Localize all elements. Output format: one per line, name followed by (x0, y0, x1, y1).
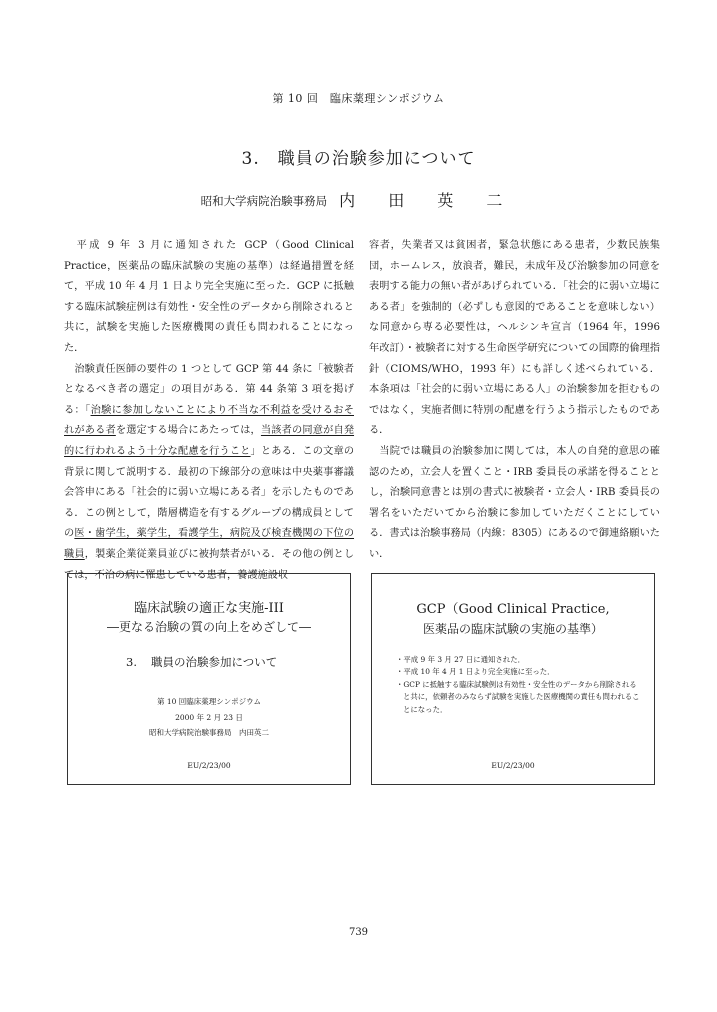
slide-b-subtitle: 医薬品の臨床試験の実施の基準） (422, 622, 603, 636)
slide-a-presenter: 昭和大学病院治験事務局 内田英二 (149, 728, 269, 737)
slide-title-card (67, 573, 351, 785)
slide-b-bullet: ・平成 9 年 3 月 27 日に通知された． (396, 655, 525, 664)
article-title (0, 144, 717, 169)
slide-a-item (126, 654, 277, 670)
slide-a-item-number: 3. (126, 655, 137, 669)
underlined-phrase-3: 医・歯学生，薬学生，看護学生，病院及び検査機関の下位の職員 (64, 528, 355, 560)
left-column (64, 236, 354, 586)
slide-a-symposium: 第 10 回臨床薬理シンポジウム (156, 697, 262, 706)
left-p2-text-a: 治験責任医師の要件の 1 つとして GCP 第 44 条に「被験者となるべき者の選定」の項目がある．第 44 条第 3 項を掲げる：「 (64, 363, 354, 416)
slide-b-bullet-list (396, 654, 641, 716)
slide-a-item-text: 職員の治験参加について (150, 655, 278, 669)
right-column (369, 236, 660, 566)
right-paragraph-2: 当院では職員の治験参加に関しては，本人の自発的意思の確認のため，立会人を置くこと・IRB 委員長の承諾を得ることとし，治験同意書とは別の書式に被験者・立会人・IRB 委員長の署名をいただいてから治験に参加していただくことにしている．書式は治験事務局（内線：8305）にあるので御連絡願いたい． (369, 445, 660, 560)
title-number: 3. (241, 149, 260, 169)
slide-b-bullet: ・GCP に抵触する臨床試験例は有効性・安全性のデータから削除されると共に，依頼者のみならず試験を実施した医療機関の責任も問われることになった． (396, 679, 640, 714)
left-p2-text-b: を選定する場合にあたっては， (115, 425, 261, 437)
slide-b-bullet: ・平成 10 年 4 月 1 日より完全実施に至った． (396, 667, 555, 677)
title-text: 職員の治験参加について (277, 149, 476, 169)
slide-a-date: 2000 年 2 月 23 日 (175, 713, 243, 722)
left-p2-text-c: 」とある．この文章の背景に関して説明する．最初の下線部分の意味は中央薬事審議会答申にある「社会的に弱い立場にある者」を示したものである．この例として，階層構造を有するグループの構成員としての (64, 445, 355, 540)
left-paragraph-1: 平成 9 年 3 月に通知された GCP（Good Clinical Practice，医薬品の臨床試験の実施の基準）は経過措置を経て，平成 10 年 4 月 1 日より完全実施に至った．GCP に抵触する臨床試験症例は有効性・安全性のデータから削除されると共に，試験を実施した医療機関の責任も問われることになった． (64, 240, 354, 354)
left-paragraph-2 (64, 360, 354, 587)
author-affiliation: 昭和大学病院治験事務局 (200, 194, 328, 208)
author-name: 内 田 英 二 (339, 191, 517, 210)
slide-a-subtitle: ―更なる治験の質の向上をめざして― (106, 620, 311, 634)
underlined-phrase-1: 治験に参加しないことにより不当な不利益を受けるおそれがある者 (64, 404, 354, 437)
slide-gcp (371, 573, 655, 785)
slide-a-footer: EU/2/23/00 (187, 761, 231, 770)
slide-a-title: 臨床試験の適正な実施-III (134, 601, 284, 616)
right-paragraph-1: 容者，失業者又は貧困者，緊急状態にある患者，少数民族集団，ホームレス，放浪者，難民，未成年及び治験参加の同意を表明する能力の無い者があげられている．「社会的に弱い立場にある者」を強制的（必ずしも意図的であることを意味しない）な同意から専る必要性は，ヘルシンキ宣言（1964 年，1996 年改訂）・被験者に対する生命医学研究についての国際的倫理指針（CIOMS/WHO，1993 年）にも詳しく述べられている．本条項は「社会的に弱い立場にある人」の治験参加を拒むものではなく，実施者側に特別の配慮を行うよう指示したものである． (369, 240, 660, 437)
slide-b-footer: EU/2/23/00 (491, 761, 535, 770)
slide-b-title: GCP（Good Clinical Practice, (416, 602, 610, 617)
page-number: 739 (348, 927, 369, 938)
left-p2-text-d: ，製薬企業従業員並びに被拘禁者がいる．その他の例としては，不治の病に罹患している患者，養護施設収 (64, 548, 355, 581)
journal-header: 第 10 回 臨床薬理シンポジウム (272, 92, 445, 105)
author-line (0, 188, 717, 211)
underlined-phrase-2: 当該者の同意が自発的に行われるよう十分な配慮を行うこと (64, 425, 355, 457)
